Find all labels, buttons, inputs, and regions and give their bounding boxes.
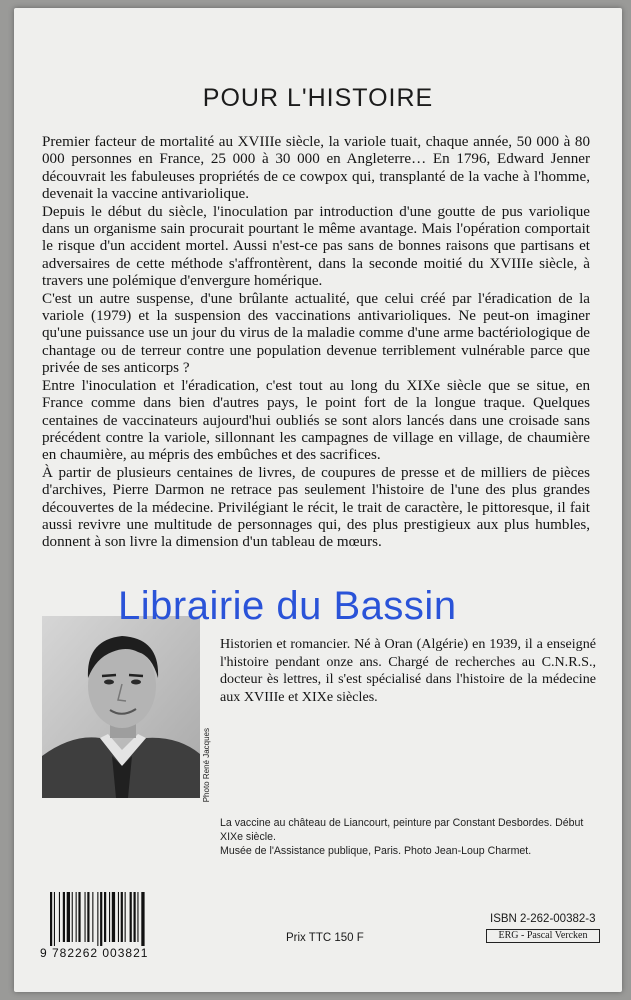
publisher-box: ERG - Pascal Vercken <box>486 929 600 943</box>
blurb-paragraph-2: Depuis le début du siècle, l'inoculation par introduction d'une goutte de pus variolique dans un organisme sain procurait pourtant le même avantage. Mais l'opération comportait le risque d'un accident mortel. Aussi n'est-ce pas sans de bonnes raisons que partisans et adversaires de cette méthode s'affrontèrent, dans la seconde moitié du XVIIIe siècle, à travers une polémique d'envergure homérique. <box>42 203 590 290</box>
bookshop-watermark: Librairie du Bassin <box>118 584 457 628</box>
cover-image-caption <box>220 816 600 858</box>
barcode-digits: 9 782262 003821 <box>40 946 149 960</box>
author-portrait-image <box>42 616 200 798</box>
author-photo <box>42 616 200 798</box>
author-bio: Historien et romancier. Né à Oran (Algérie) en 1939, il a enseigné l'histoire pendant onze ans. Chargé de recherches au C.N.R.S., docteur ès lettres, il s'est spécialisé dans l'histoire de la médecine aux XVIIIe et XIXe siècles. <box>220 636 596 705</box>
blurb-paragraph-5: À partir de plusieurs centaines de livres, de coupures de presse et de milliers de pièces d'archives, Pierre Darmon ne retrace pas seulement l'histoire de l'une des plus grandes découvertes de la médecine. Privilégiant le récit, le trait de caractère, le pittoresque, il fait aussi revivre une multitude de personnages qui, des plus prestigieux aux plus humbles, donnent à son livre la dimension d'un tableau de mœurs. <box>42 464 590 551</box>
barcode-icon <box>48 892 174 946</box>
cover-title: POUR L'HISTOIRE <box>202 84 434 112</box>
blurb-paragraph-3: C'est un autre suspense, d'une brûlante actualité, que celui créé par l'éradication de la variole (1979) et la suspension des vaccinations antivarioliques. Ne peut-on imaginer qu'une puissance use un jour du virus de la maladie comme d'une arme bactériologique de chantage ou de terreur contre une population devenue terriblement vulnérable parce que privée de ses anticorps ? <box>42 290 590 377</box>
photo-credit: Photo René Jacques <box>202 728 211 803</box>
blurb-text <box>42 134 590 552</box>
price-label: Prix TTC 150 F <box>286 932 364 944</box>
blurb-paragraph-1: Premier facteur de mortalité au XVIIIe siècle, la variole tuait, chaque année, 50 000 à 80 000 personnes en France, 25 000 à 30 000 en Angleterre… En 1796, Edward Jenner découvrait les fabuleuses propriétés de ce cowpox qui, transplanté de la vache à l'homme, devenait la vaccine antivariolique. <box>42 134 590 203</box>
book-back-cover <box>14 8 622 992</box>
blurb-paragraph-4: Entre l'inoculation et l'éradication, c'est tout au long du XIXe siècle que se situe, en France comme dans bien d'autres pays, le point fort de la longue traque. Quelques centaines de vaccinateurs aujourd'hui oubliés se sont alors lancés dans une croisade sans précédent contre la variole, sillonnant les campagnes de village en village, de chaumière en chaumière, au mépris des embûches et des sacrifices. <box>42 377 590 464</box>
caption-line-1: La vaccine au château de Liancourt, peinture par Constant Desbordes. Début XIXe siècle. <box>220 817 584 843</box>
caption-line-2: Musée de l'Assistance publique, Paris. Photo Jean-Loup Charmet. <box>220 845 532 857</box>
isbn-label: ISBN 2-262-00382-3 <box>490 913 596 925</box>
